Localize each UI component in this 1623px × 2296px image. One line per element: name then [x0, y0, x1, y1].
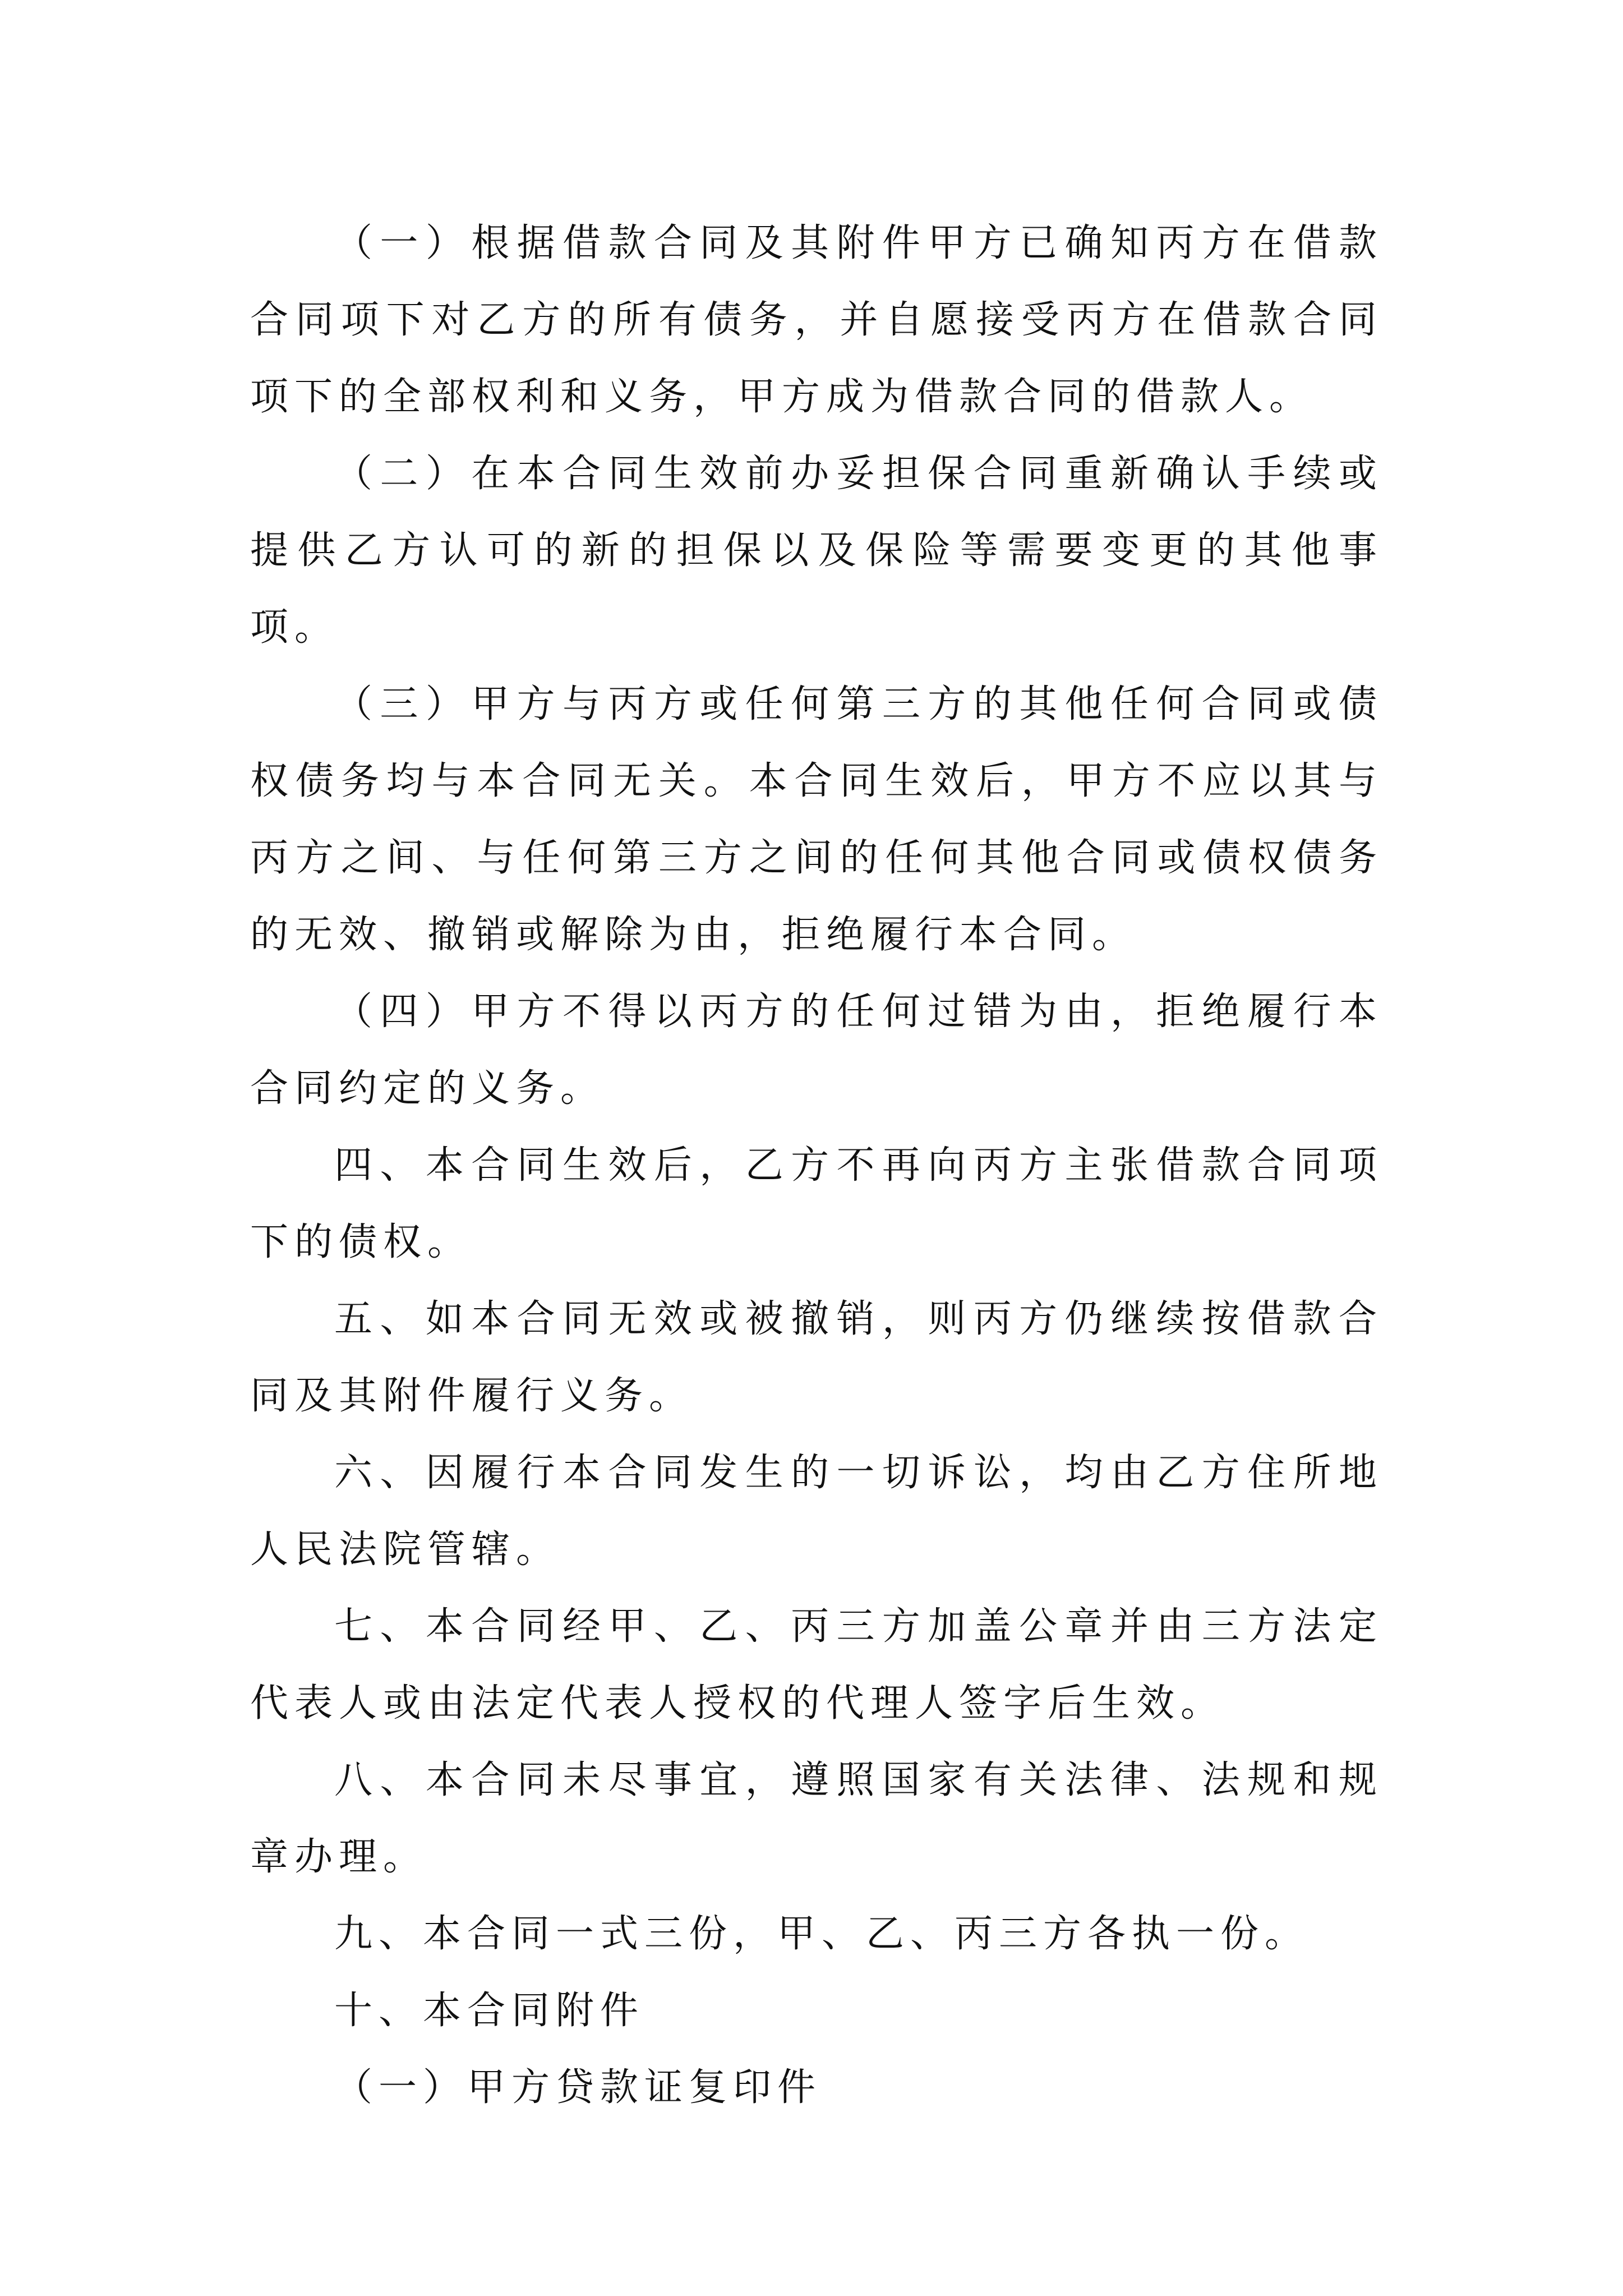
- paragraph-clause-8: 八、本合同未尽事宜，遵照国家有关法律、法规和规章办理。: [250, 1758, 1383, 1879]
- paragraph-clause-4: 四、本合同生效后，乙方不再向丙方主张借款合同项下的债权。: [250, 1143, 1383, 1264]
- paragraph-attachment-1: （一）甲方贷款证复印件: [334, 2065, 822, 2110]
- document-body: [250, 205, 1383, 2126]
- paragraph-clause-6: 六、因履行本合同发生的一切诉讼，均由乙方住所地人民法院管辖。: [250, 1451, 1383, 1572]
- paragraph-clause-3-1: （一）根据借款合同及其附件甲方已确知丙方在借款合同项下对乙方的所有债务，并自愿接受丙方在借款合同项下的全部权利和义务，甲方成为借款合同的借款人。: [250, 221, 1383, 419]
- paragraph-clause-7: 七、本合同经甲、乙、丙三方加盖公章并由三方法定代表人或由法定代表人授权的代理人签字后生效。: [250, 1604, 1383, 1726]
- paragraph-clause-5: 五、如本合同无效或被撤销，则丙方仍继续按借款合同及其附件履行义务。: [250, 1297, 1383, 1418]
- paragraph-clause-3-2: （二）在本合同生效前办妥担保合同重新确认手续或提供乙方认可的新的担保以及保险等需要变更的其他事项。: [250, 452, 1383, 650]
- paragraph-clause-10: 十、本合同附件: [334, 1989, 645, 2033]
- paragraph-clause-3-4: （四）甲方不得以丙方的任何过错为由，拒绝履行本合同约定的义务。: [250, 990, 1383, 1111]
- paragraph-clause-3-3: （三）甲方与丙方或任何第三方的其他任何合同或债权债务均与本合同无关。本合同生效后，甲方不应以其与丙方之间、与任何第三方之间的任何其他合同或债权债务的无效、撤销或解除为由，拒绝履行本合同。: [250, 682, 1383, 957]
- paragraph-clause-9: 九、本合同一式三份，甲、乙、丙三方各执一份。: [334, 1912, 1310, 1956]
